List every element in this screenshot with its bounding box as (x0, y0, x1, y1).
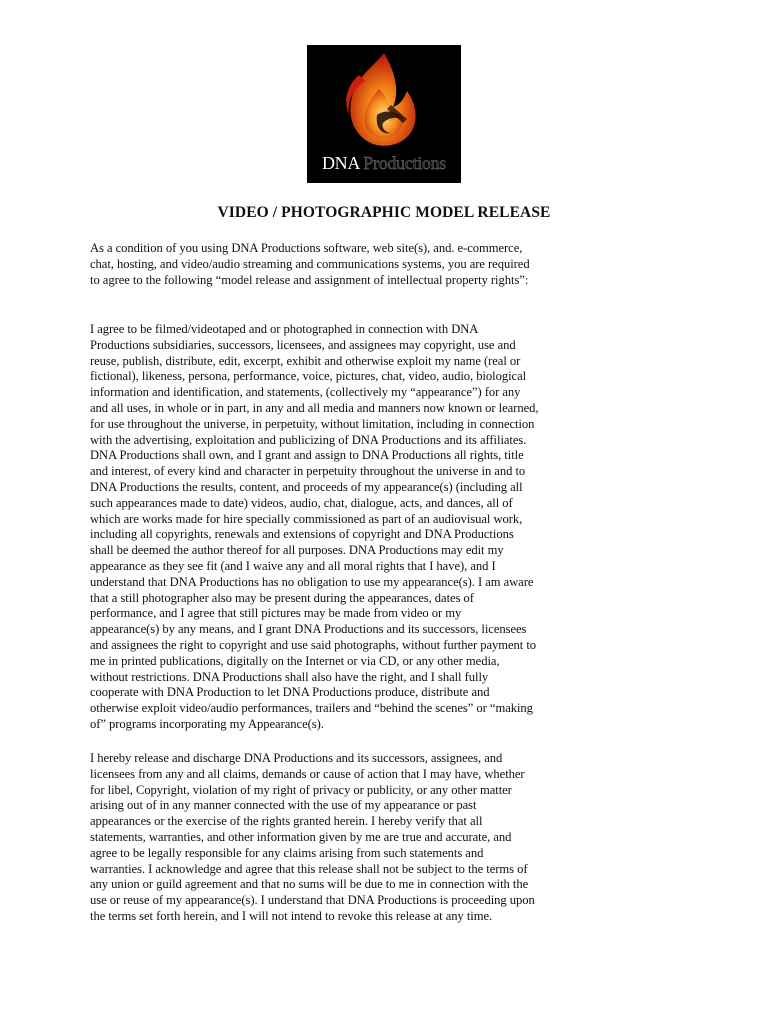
text-line: that a still photographer also may be present during the appearances, dates of (90, 590, 474, 605)
text-line: for libel, Copyright, violation of my right of privacy or publicity, or any other matter (90, 782, 512, 797)
text-line: warranties. I acknowledge and agree that this release shall not be subject to the terms of (90, 861, 528, 876)
text-line: Productions subsidiaries, successors, licensees, and assignees may copyright, use and (90, 337, 516, 352)
text-line: As a condition of you using DNA Productions software, web site(s), and. e-commerce, (90, 241, 523, 255)
text-line: and assignees the right to copyright and use said photographs, without further payment to (90, 637, 537, 652)
text-line: use or reuse of my appearance(s). I understand that DNA Productions is proceeding upon (90, 893, 535, 908)
text-line: I hereby release and discharge DNA Productions and its successors, assignees, and (90, 751, 503, 765)
text-line: agree to be legally responsible for any claims arising from such statements and (90, 845, 484, 860)
text-line: any union or guild agreement and that no sums will be due to me in connection with the (90, 877, 529, 892)
text-line: information and identification, and statements, (collectively my “appearance”) for any (90, 385, 521, 400)
logo-suffix-text: Productions (363, 153, 446, 173)
dna-productions-logo (307, 45, 461, 183)
text-line: cooperate with DNA Production to let DNA Productions produce, distribute and (90, 685, 490, 700)
text-line: the terms set forth herein, and I will not intend to revoke this release at any time. (90, 908, 493, 923)
text-line: reuse, publish, distribute, edit, excerpt, exhibit and otherwise exploit my name (real or (90, 353, 521, 368)
document-title: VIDEO / PHOTOGRAPHIC MODEL RELEASE (217, 204, 551, 221)
text-line: otherwise exploit video/audio performances, trailers and “behind the scenes” or “making (90, 701, 533, 716)
text-line: shall be deemed the author thereof for all purposes. DNA Productions may edit my (90, 543, 504, 558)
text-line: understand that DNA Productions has no obligation to use my appearance(s). I am aware (90, 574, 534, 589)
text-line: to agree to the following “model release and assignment of intellectual property rights”: (90, 272, 529, 287)
text-line: statements, warranties, and other information given by me are true and accurate, and (90, 829, 512, 844)
text-line: for use throughout the universe, in perpetuity, without limitation, including in connection (90, 416, 535, 431)
text-line: appearance(s) by any means, and I grant DNA Productions and its successors, licensees (90, 622, 527, 637)
text-line: without restrictions. DNA Productions shall also have the right, and I shall fully (90, 669, 489, 684)
text-line: performance, and I agree that still pictures may be made from video or my (90, 606, 462, 621)
text-line: with the advertising, exploitation and publicizing of DNA Productions and its affiliates. (90, 432, 527, 447)
paragraph-release-and-discharge (90, 751, 590, 925)
text-line: and all uses, in whole or in part, in any and all media and manners now known or learned, (90, 400, 539, 415)
text-line: DNA Productions the results, content, and proceeds of my appearance(s) (including all (90, 479, 523, 494)
paragraph-conditions (90, 241, 590, 288)
text-line: arising out of in any manner connected with the use of my appearance or past (90, 798, 477, 813)
logo-wordmark (307, 153, 461, 173)
text-line: licensees from any and all claims, demands or cause of action that I may have, whether (90, 766, 525, 781)
text-line: of” programs incorporating my Appearance(s). (90, 716, 324, 731)
text-line: including all copyrights, renewals and extensions of copyright and DNA Productions (90, 527, 514, 542)
text-line: chat, hosting, and video/audio streaming and communications systems, you are required (90, 256, 530, 271)
text-line: appearance as they see fit (and I waive any and all moral rights that I have), and I (90, 558, 496, 573)
text-line: fictional), likeness, persona, performance, voice, pictures, chat, video, audio, biological (90, 369, 527, 384)
logo-brand-text: DNA (321, 153, 360, 173)
text-line: and interest, of every kind and character in perpetuity throughout the universe in and to (90, 464, 526, 479)
text-line: me in printed publications, digitally on the Internet or via CD, or any other media, (90, 653, 500, 668)
text-line: which are works made for hire specially commissioned as part of an audiovisual work, (90, 511, 523, 526)
paragraph-grant-of-rights (90, 322, 590, 733)
text-line: such appearances made to date) videos, audio, chat, dialogue, acts, and dances, all of (90, 495, 513, 510)
text-line: DNA Productions shall own, and I grant and assign to DNA Productions all rights, title (90, 448, 524, 463)
text-line: appearances or the exercise of the rights granted herein. I hereby verify that all (90, 814, 483, 829)
text-line: I agree to be filmed/videotaped and or photographed in connection with DNA (90, 322, 479, 336)
